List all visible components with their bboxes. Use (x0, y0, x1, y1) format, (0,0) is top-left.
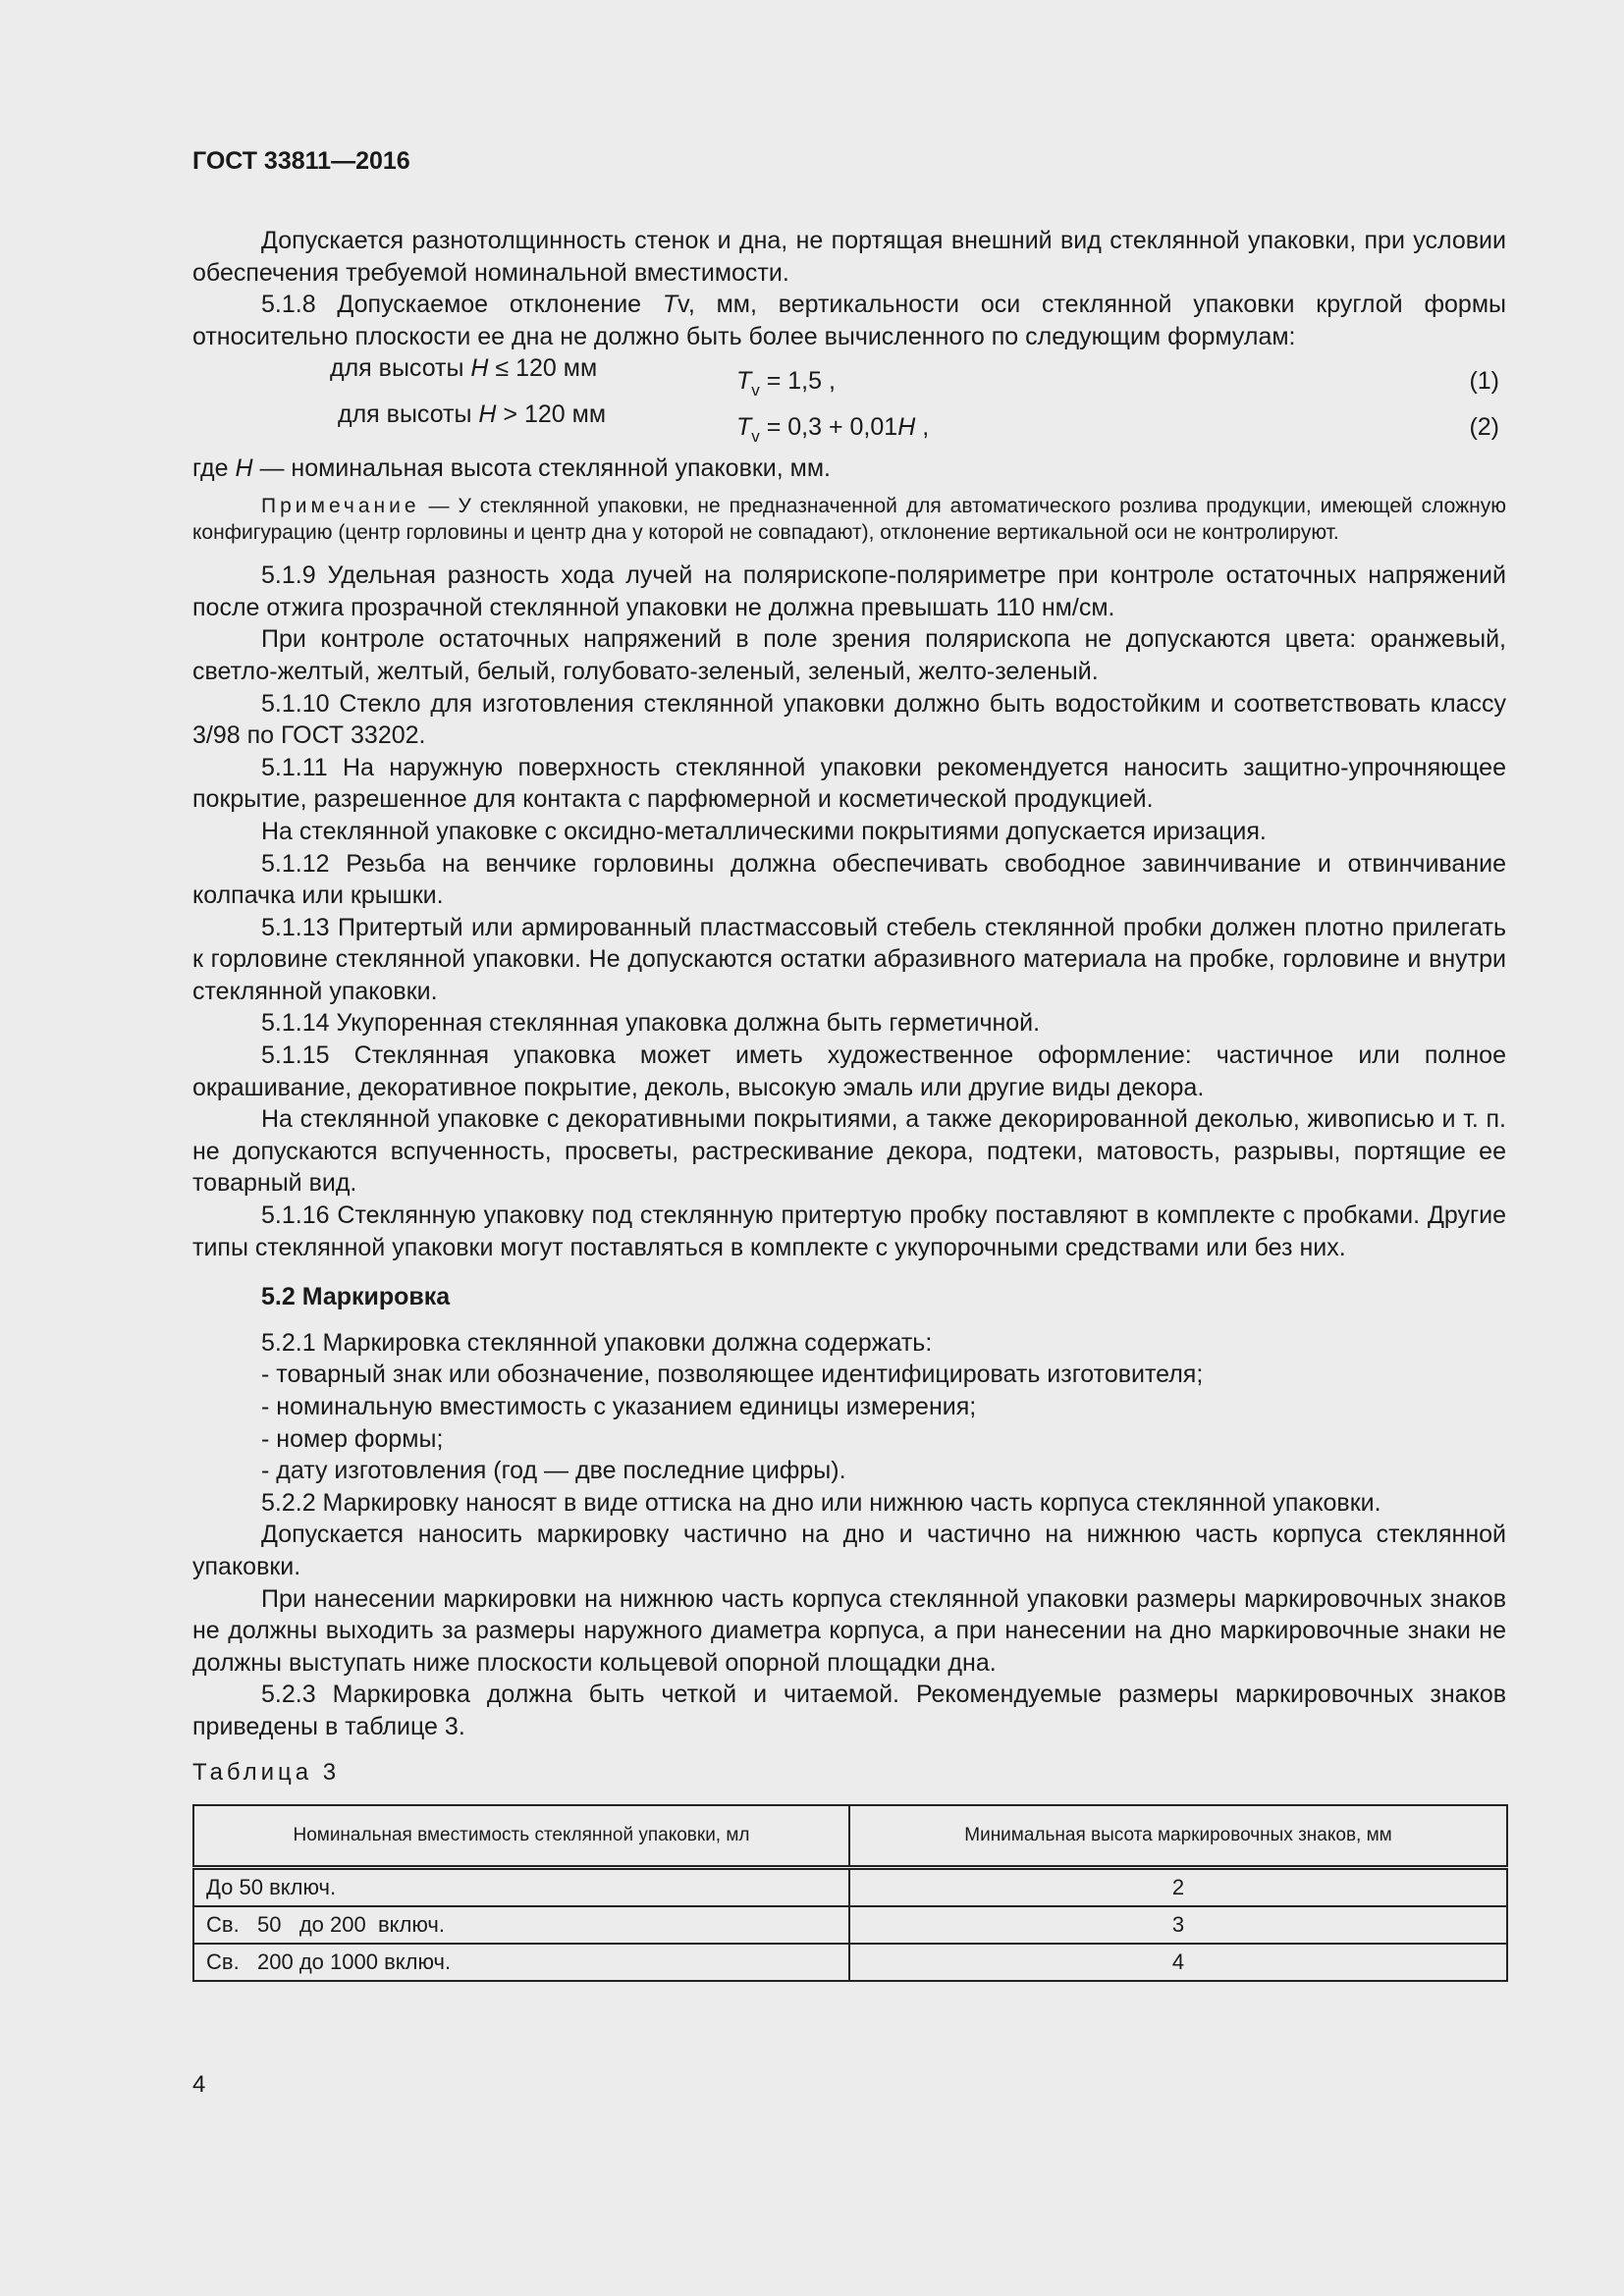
paragraph-5-2-2-sizes: При нанесении маркировки на нижнюю часть корпуса стеклянной упаковки размеры маркировочных знаков не должны выходить за размеры наружного диаметра корпуса, а при нанесении на дно маркировочные знаки не должны выступать ниже плоскости кольцевой опорной площадки дна. (192, 1584, 1506, 1677)
paragraph-5-2-2: 5.2.2 Маркировку наносят в виде оттиска на дно или нижнюю часть корпуса стеклянной упаковки. (261, 1488, 1381, 1517)
table-row (193, 1868, 1507, 1907)
paragraph-wall-thickness: Допускается разнотолщинность стенок и дна, не портящая внешний вид стеклянной упаковки, при условии обеспечения требуемой номинальной вместимости. (192, 227, 1506, 287)
symbol-T: T (662, 291, 678, 319)
paragraph-5-1-12: 5.1.12 Резьба на венчике горловины должна обеспечивать свободное завинчивание и отвинчивание колпачка или крышки. (192, 849, 1506, 910)
formula-1-expression: $T_v = 1,5$ , (736, 366, 836, 400)
paragraph-5-1-13: 5.1.13 Притертый или армированный пластмассовый стебель стеклянной пробки должен плотно прилегать к горловине стеклянной упаковки. Не допускаются остатки абразивного материала на пробке, горловине и внутри стеклянной упаковки. (192, 913, 1506, 1005)
list-item: - товарный знак или обозначение, позволяющее идентифицировать изготовителя; (261, 1361, 1204, 1389)
formula-2 (192, 411, 1506, 445)
paragraph-5-2-1: 5.2.1 Маркировка стеклянной упаковки должна содержать: (261, 1328, 933, 1357)
paragraph-5-1-8: 5.1.8 Допускаемое отклонение Tv, мм, вертикальности оси стеклянной упаковки круглой формы относительно плоскости ее дна не должно быть более вычисленного по следующим формулам: (192, 291, 1506, 350)
section-title-marking: 5.2 Маркировка (261, 1283, 451, 1311)
table-header-row (193, 1805, 1507, 1868)
condition-height-gt-120: для высоты H > 120 мм (338, 400, 607, 428)
page-number: 4 (192, 2071, 206, 2098)
paragraph-5-1-14: 5.1.14 Укупоренная стеклянная упаковка должна быть герметичной. (261, 1009, 1041, 1038)
table-header-min-height: Минимальная высота маркировочных знаков, мм (849, 1805, 1507, 1868)
condition-height-le-120: для высоты H ≤ 120 мм (330, 354, 598, 383)
marking-sizes-table (192, 1804, 1508, 1982)
formula-1 (192, 365, 1506, 399)
paragraph-5-1-15: 5.1.15 Стеклянная упаковка может иметь художественное оформление: частичное или полное окрашивание, декоративное покрытие, деколь, высокую эмаль или другие виды декора. (192, 1041, 1506, 1101)
paragraph-5-1-11-iridescence: На стеклянной упаковке с оксидно-металлическими покрытиями допускается иризация. (261, 817, 1267, 845)
table-cell-height: 2 (849, 1868, 1507, 1907)
paragraph-5-1-10: 5.1.10 Стекло для изготовления стеклянной упаковки должно быть водостойким и соответствовать классу 3/98 по ГОСТ 33202. (192, 689, 1506, 750)
paragraph-5-1-9: 5.1.9 Удельная разность хода лучей на полярископе-поляриметре при контроле остаточных напряжений после отжига прозрачной стеклянной упаковки не должна превышать 110 нм/см. (192, 561, 1506, 621)
table-cell-capacity: До 50 включ. (193, 1868, 849, 1907)
formula-1-number: (1) (1469, 366, 1499, 395)
paragraph-5-2-3: 5.2.3 Маркировка должна быть четкой и читаемой. Рекомендуемые размеры маркировочных знаков приведены в таблице 3. (192, 1681, 1506, 1740)
paragraph-5-1-9-colors: При контроле остаточных напряжений в поле зрения полярископа не допускаются цвета: оранжевый, светло-желтый, желтый, белый, голубовато-зеленый, зеленый, желто-зеленый. (192, 625, 1506, 685)
paragraph-5-1-15-defects: На стеклянной упаковке с декоративными покрытиями, а также декорированной деколью, живописью и т. п. не допускаются вспученность, просветы, растрескивание декора, подтеки, матовость, разрывы, портящие ее товарный вид. (192, 1105, 1506, 1198)
paragraph-5-2-2-partial: Допускается наносить маркировку частично на дно и частично на нижнюю часть корпуса стеклянной упаковки. (192, 1521, 1506, 1580)
table-cell-height: 4 (849, 1944, 1507, 1981)
table-title: Таблица 3 (192, 1758, 341, 1786)
formula-2-expression: $T_v = 0,3 + 0,01H$ , (736, 412, 930, 446)
list-item: - дату изготовления (год — две последние цифры). (261, 1457, 846, 1485)
note-label: Примечание (261, 495, 420, 518)
document-body (192, 225, 1506, 1982)
table-row (193, 1906, 1507, 1944)
paragraph-5-1-11: 5.1.11 На наружную поверхность стеклянной упаковки рекомендуется наносить защитно-упрочняющее покрытие, разрешенное для контакта с парфюмерной и косметической продукцией. (192, 753, 1506, 814)
list-item: - номинальную вместимость с указанием единицы измерения; (261, 1393, 977, 1420)
formula-2-number: (2) (1469, 412, 1499, 441)
table-cell-capacity: Св. 50 до 200 включ. (193, 1906, 849, 1944)
paragraph-where-H: где H — номинальная высота стеклянной упаковки, мм. (192, 454, 831, 482)
table-row (193, 1944, 1507, 1981)
note-vertical-axis: Примечание — У стеклянной упаковки, не предназначенной для автоматического розлива продукции, имеющей сложную конфигурацию (центр горловины и центр дна у которой не совпадают), отклонение вертикальной оси не контролируют. (192, 495, 1506, 544)
table-cell-height: 3 (849, 1906, 1507, 1944)
document-header: ГОСТ 33811—2016 (192, 147, 410, 175)
table-header-capacity: Номинальная вместимость стеклянной упаковки, мл (193, 1805, 849, 1868)
paragraph-5-1-16: 5.1.16 Стеклянную упаковку под стеклянную притертую пробку поставляют в комплекте с пробками. Другие типы стеклянной упаковки могут поставляться в комплекте с укупорочными средствами или без них. (192, 1201, 1506, 1261)
list-item: - номер формы; (261, 1424, 444, 1453)
table-cell-capacity: Св. 200 до 1000 включ. (193, 1944, 849, 1981)
